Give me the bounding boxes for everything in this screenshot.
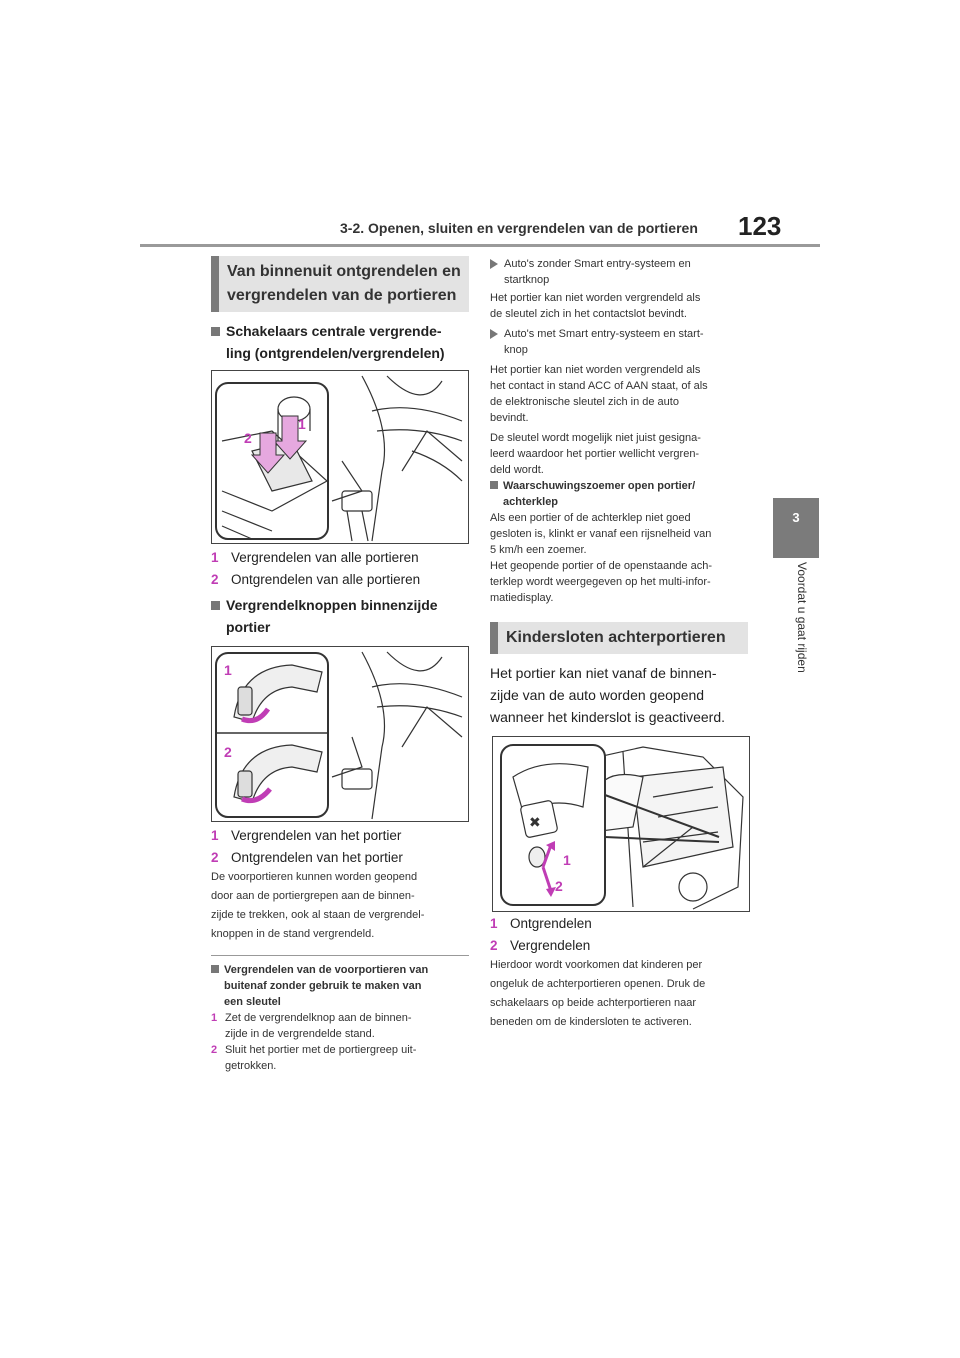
item-text: Vergrendelen van alle portieren xyxy=(231,550,419,565)
paragraph-line: leerd waardoor het portier wellicht vergren- xyxy=(490,448,700,460)
divider xyxy=(211,955,469,956)
paragraph-line: De voorportieren kunnen worden geopend xyxy=(211,871,418,883)
square-bullet-icon xyxy=(490,481,498,489)
paragraph-line: knoppen in de stand vergrendeld. xyxy=(211,928,375,940)
paragraph xyxy=(490,510,752,558)
subheading-line xyxy=(490,478,752,494)
subheading-line: portier xyxy=(226,619,271,635)
paragraph-line: door aan de portiergrepen aan de binnen- xyxy=(211,890,415,902)
list-item xyxy=(211,548,419,568)
paragraph-line: de elektronische sleutel zich in de auto xyxy=(490,396,679,408)
paragraph-front-doors xyxy=(211,868,471,944)
item-number: 1 xyxy=(211,550,219,565)
paragraph-line: wanneer het kinderslot is geactiveerd. xyxy=(490,709,726,725)
paragraph-line: Als een portier of de achterklep niet goed xyxy=(490,512,691,524)
bullet-line xyxy=(490,326,752,342)
paragraph-line: Het geopende portier of de openstaande ach- xyxy=(490,560,712,572)
triangle-bullet-icon xyxy=(490,259,498,269)
paragraph-line: beneden om de kindersloten te activeren. xyxy=(490,1016,692,1028)
item-number: 2 xyxy=(211,850,219,865)
step-line xyxy=(211,1010,473,1026)
bullet-no-smart-entry xyxy=(490,256,752,288)
figure-label: 2 xyxy=(224,744,232,760)
step-number: 1 xyxy=(211,1012,218,1024)
square-bullet-icon xyxy=(211,601,220,610)
item-text: Ontgrendelen van alle portieren xyxy=(231,572,421,587)
bullet-line: knop xyxy=(504,344,528,356)
paragraph-line: zijde te trekken, ook al staan de vergrendel- xyxy=(211,909,425,921)
heading-line: Van binnenuit ontgrendelen en xyxy=(227,263,461,280)
figure-child-lock xyxy=(492,736,750,912)
figure-label: 2 xyxy=(555,878,563,894)
paragraph-line: Het portier kan niet vanaf de binnen- xyxy=(490,665,717,681)
section-heading-child-locks: Kindersloten achterportieren xyxy=(490,622,748,654)
step-text: Zet de vergrendelknop aan de binnen- xyxy=(225,1012,412,1024)
figure-label: 1 xyxy=(563,852,571,868)
figure-label: 1 xyxy=(224,662,232,678)
list-item xyxy=(490,914,592,934)
paragraph-line: Hierdoor wordt voorkomen dat kinderen per xyxy=(490,959,703,971)
intro-paragraph xyxy=(490,662,752,728)
bullet-smart-entry xyxy=(490,326,752,358)
figure-central-lock-switch xyxy=(211,370,469,544)
header-divider xyxy=(140,244,820,247)
chapter-number: 3 xyxy=(792,510,800,525)
paragraph-line: ongeluk de achterportieren openen. Druk de xyxy=(490,978,706,990)
list-item xyxy=(490,936,590,956)
step-item xyxy=(211,1042,473,1074)
subheading-text: Vergrendelen van de voorportieren van xyxy=(224,964,429,976)
list-item xyxy=(211,826,401,846)
item-number: 2 xyxy=(490,938,498,953)
lock-button-illustration xyxy=(212,647,468,821)
paragraph-line: Het portier kan niet worden vergrendeld als xyxy=(490,292,701,304)
list-item xyxy=(211,848,403,868)
subheading-central-lock xyxy=(211,320,471,364)
paragraph-line: Het portier kan niet worden vergrendeld als xyxy=(490,364,701,376)
paragraph-child-lock xyxy=(490,956,754,1032)
door-switch-illustration xyxy=(212,371,468,543)
step-line: getrokken. xyxy=(225,1060,277,1072)
square-bullet-icon xyxy=(211,327,220,336)
subheading-line: buitenaf zonder gebruik te maken van xyxy=(224,980,422,992)
child-icon: ✖ xyxy=(529,814,541,830)
paragraph-line: matiedisplay. xyxy=(490,592,554,604)
triangle-bullet-icon xyxy=(490,329,498,339)
subheading-text: Vergrendelknoppen binnenzijde xyxy=(226,597,438,613)
square-bullet-icon xyxy=(211,965,219,973)
step-text: Sluit het portier met de portiergreep uit- xyxy=(225,1044,417,1056)
subheading-line xyxy=(211,962,471,978)
step-line: zijde in de vergrendelde stand. xyxy=(225,1028,375,1040)
page-number: 123 xyxy=(738,211,782,241)
bullet-text: Auto's zonder Smart entry-systeem en xyxy=(504,258,691,270)
section-heading-unlock xyxy=(211,256,469,312)
paragraph-line: schakelaars op beide achterportieren naar xyxy=(490,997,697,1009)
paragraph xyxy=(490,290,752,322)
paragraph xyxy=(490,558,752,606)
paragraph-line: bevindt. xyxy=(490,412,529,424)
item-text: Ontgrendelen van het portier xyxy=(231,850,403,865)
bullet-line: startknop xyxy=(504,274,550,286)
child-lock-illustration xyxy=(493,737,749,911)
paragraph-line: zijde van de auto worden geopend xyxy=(490,687,705,703)
subheading-text: Schakelaars centrale vergrende- xyxy=(226,323,442,339)
paragraph-line: gesloten is, klinkt er vanaf een rijsnelheid van xyxy=(490,528,712,540)
item-number: 2 xyxy=(211,572,219,587)
paragraph xyxy=(490,362,752,426)
section-title: 3-2. Openen, sluiten en vergrendelen van de portieren xyxy=(340,220,698,236)
step-item xyxy=(211,1010,473,1042)
figure-label: 1 xyxy=(298,416,306,432)
item-number: 1 xyxy=(490,916,498,931)
step-number: 2 xyxy=(211,1044,218,1056)
paragraph-line: de sleutel zich in het contactslot bevindt. xyxy=(490,308,687,320)
item-text: Ontgrendelen xyxy=(510,916,592,931)
chapter-tab xyxy=(773,498,819,558)
bullet-text: Auto's met Smart entry-systeem en start- xyxy=(504,328,704,340)
item-number: 1 xyxy=(211,828,219,843)
subheading-line xyxy=(211,320,471,342)
subheading-line: een sleutel xyxy=(224,996,281,1008)
item-text: Vergrendelen xyxy=(510,938,591,953)
step-line xyxy=(211,1042,473,1058)
item-text: Vergrendelen van het portier xyxy=(231,828,402,843)
subheading-lock-outside xyxy=(211,962,471,1010)
subheading-warning-buzzer xyxy=(490,478,752,510)
subheading-lock-buttons xyxy=(211,594,471,638)
heading-line: vergrendelen van de portieren xyxy=(227,287,457,304)
subheading-line: ling (ontgrendelen/vergrendelen) xyxy=(226,345,445,361)
chapter-label: Voordat u gaat rijden xyxy=(795,562,809,673)
subheading-text: Waarschuwingszoemer open portier/ xyxy=(503,480,696,492)
paragraph xyxy=(490,430,752,478)
paragraph-line: De sleutel wordt mogelijk niet juist gesigna- xyxy=(490,432,701,444)
list-item xyxy=(211,570,420,590)
subheading-line xyxy=(211,594,471,616)
figure-label: 2 xyxy=(244,430,252,446)
figure-lock-button xyxy=(211,646,469,822)
subheading-line: achterklep xyxy=(503,496,559,508)
paragraph-line: deld wordt. xyxy=(490,464,544,476)
paragraph-line: terklep wordt weergegeven op het multi-infor- xyxy=(490,576,711,588)
paragraph-line: 5 km/h een zoemer. xyxy=(490,544,587,556)
bullet-line xyxy=(490,256,752,272)
paragraph-line: het contact in stand ACC of AAN staat, of als xyxy=(490,380,708,392)
